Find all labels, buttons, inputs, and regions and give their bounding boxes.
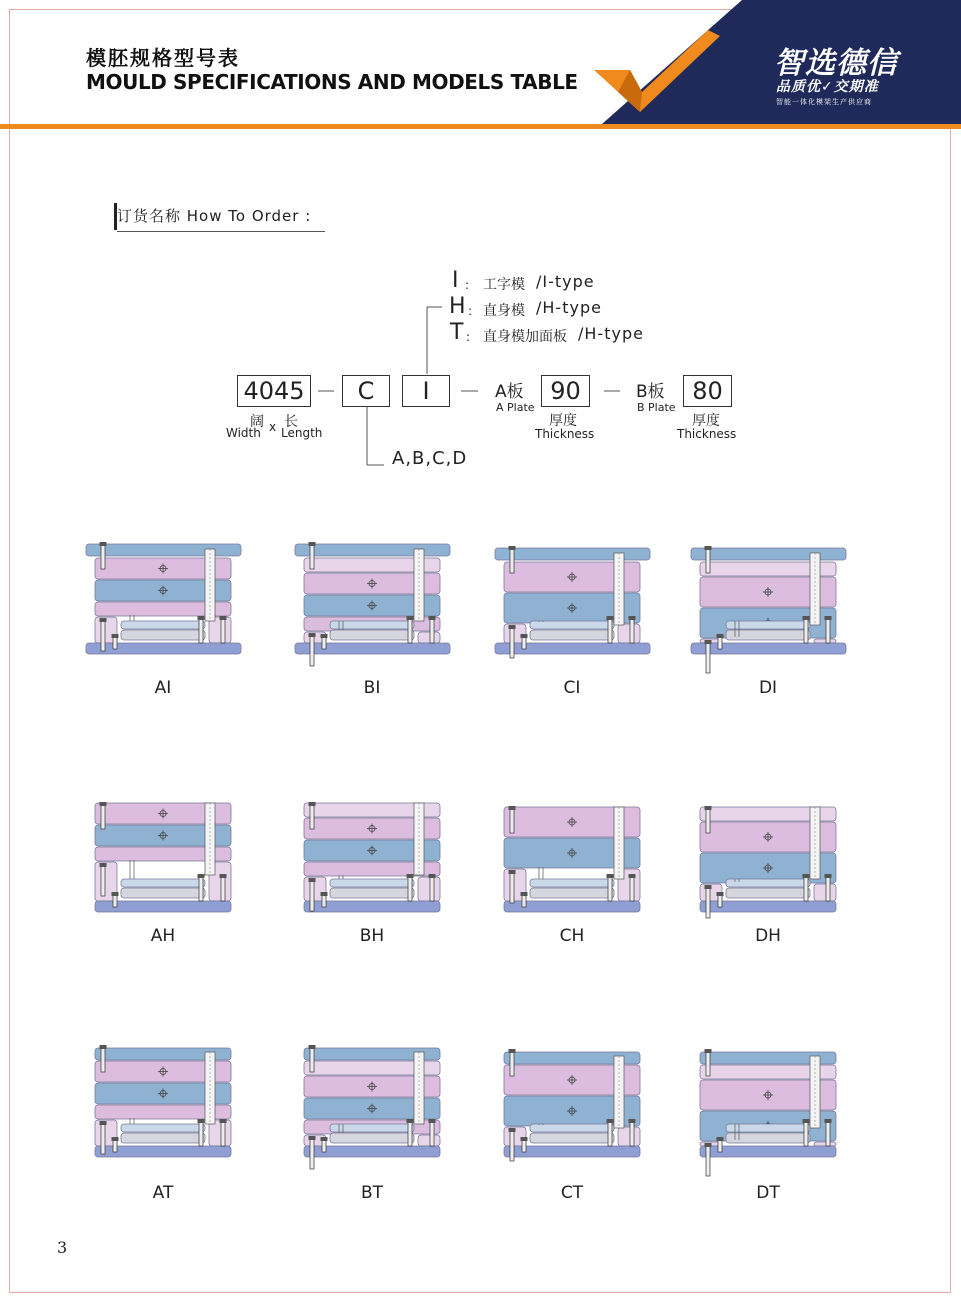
colon: :: [468, 304, 473, 318]
a-thickness-en: Thickness: [535, 427, 595, 441]
a-plate-label-en: A Plate: [496, 401, 535, 414]
type-t-letter: T: [450, 320, 464, 345]
mold-diagram-ci: [494, 527, 654, 677]
a-plate-box: 90: [541, 375, 590, 407]
series-code-box: C: [342, 375, 390, 407]
mold-label-ah: AH: [150, 926, 176, 946]
page-number: 3: [57, 1238, 68, 1257]
type-code-box: I: [402, 375, 450, 407]
series-options: A,B,C,D: [392, 448, 468, 469]
b-plate-box: 80: [683, 375, 732, 407]
size-code-box: 4045: [237, 375, 311, 407]
page-title-en: MOULD SPECIFICATIONS AND MODELS TABLE: [86, 70, 578, 94]
length-en: Length: [281, 426, 323, 440]
mold-diagram-ai: [85, 527, 245, 677]
mold-label-ai: AI: [154, 678, 172, 698]
width-en: Width: [226, 426, 261, 440]
type-h-cn: 直身模: [483, 303, 525, 319]
mold-label-dh: DH: [755, 926, 781, 946]
b-plate-label-cn: B板: [636, 382, 665, 402]
b-thickness-en: Thickness: [677, 427, 737, 441]
a-thickness-cn: 厚度: [549, 413, 577, 429]
a-plate-label-cn: A板: [495, 382, 524, 402]
mold-label-di: DI: [758, 678, 778, 698]
type-i-cn: 工字模: [483, 277, 525, 293]
mold-diagram-ah: [85, 785, 245, 935]
mold-label-bt: BT: [360, 1183, 384, 1203]
mold-label-dt: DT: [756, 1183, 780, 1203]
mold-diagram-bt: [294, 1030, 454, 1180]
mold-diagram-bi: [294, 527, 454, 677]
mold-diagram-ct: [494, 1030, 654, 1180]
mold-diagram-at: [85, 1030, 245, 1180]
width-cn: 阔: [250, 414, 264, 430]
mold-diagram-bh: [294, 785, 454, 935]
colon: :: [466, 330, 471, 344]
mold-label-ci: CI: [563, 678, 581, 698]
mold-diagram-ch: [494, 785, 654, 935]
b-plate-label-en: B Plate: [637, 401, 676, 414]
size-x: x: [269, 420, 277, 434]
mold-label-bi: BI: [363, 678, 381, 698]
brand-subtitle: 智能一体化模架生产供应商: [776, 98, 872, 106]
mold-label-at: AT: [152, 1183, 174, 1203]
brand-slogan: 品质优✓交期准: [776, 79, 879, 95]
b-thickness-cn: 厚度: [692, 413, 720, 429]
type-t-en: /H-type: [578, 324, 644, 343]
order-connectors: [0, 0, 961, 480]
page-title-cn: 模胚规格型号表: [86, 46, 240, 70]
brand-name: 智选德信: [774, 46, 898, 81]
length-cn: 长: [284, 414, 298, 430]
mold-label-ct: CT: [560, 1183, 584, 1203]
order-heading: 订货名称 How To Order :: [117, 207, 312, 225]
type-i-en: /I-type: [536, 272, 595, 291]
type-i-letter: I: [452, 268, 459, 293]
mold-diagram-di: [690, 527, 850, 677]
colon: :: [465, 278, 470, 292]
mold-label-ch: CH: [559, 926, 585, 946]
mold-label-bh: BH: [359, 926, 385, 946]
type-h-en: /H-type: [536, 298, 602, 317]
type-h-letter: H: [449, 294, 466, 319]
mold-diagram-dh: [690, 785, 850, 935]
mold-diagram-dt: [690, 1030, 850, 1180]
type-t-cn: 直身模加面板: [483, 329, 567, 345]
